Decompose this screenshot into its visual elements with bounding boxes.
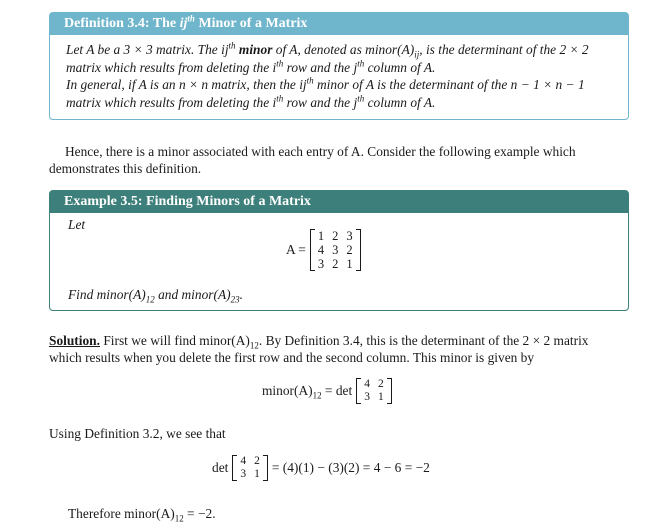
therefore-a: Therefore minor(A) [68,506,175,521]
title-suffix: Minor of a Matrix [194,16,308,31]
definition-body [50,35,628,111]
minor-matrix-2-cell: 3 [240,468,247,480]
find-a: Find minor(A) [68,287,146,302]
def-l3-a: In general, if A is an n × n matrix, then the [66,77,300,92]
def-l1-c: of A, denoted as minor(A) [272,42,415,57]
solution-line-1 [49,332,634,349]
matrix-a-cell: 2 [346,243,353,257]
minor-matrix-2-cell: 4 [240,455,247,467]
find-sub1: 12 [145,294,155,305]
def-l4-th1: th [276,93,284,104]
minor-matrix [356,378,392,404]
matrix-a-grid [315,229,356,271]
def-l2-c: column of A. [364,59,436,75]
matrix-a-cell: 2 [332,229,339,243]
definition-line-3 [66,76,616,94]
example-title: Example 3.5: Finding Minors of a Matrix [50,191,628,213]
minor-matrix-cell: 1 [377,391,384,403]
solution-label: Solution. [49,333,100,348]
eq1-mid: = det [321,383,353,398]
title-prefix: Definition 3.4: The [64,16,180,31]
using-definition-text: Using Definition 3.2, we see that [49,426,226,441]
def-l2-b: row and the [283,59,354,75]
matrix-a-cell: 1 [317,229,325,243]
def-l4-j: j [353,94,358,110]
matrix-a-label: A = [286,242,306,257]
therefore-sub: 12 [174,513,184,524]
intro-line-2: demonstrates this definition. [49,161,202,176]
def-l1-a: Let A be a 3 × 3 matrix. The [66,42,222,57]
matrix-a-cell: 2 [332,257,339,271]
matrix-a-cell: 3 [317,257,325,271]
bracket-right [387,378,392,404]
eq1-lhs-text: minor(A) [262,383,313,398]
eq1-lhs [262,383,352,399]
example-box [49,190,629,311]
minor-matrix-cell: 2 [377,378,384,390]
def-l2-a: matrix which results from deleting the [66,59,273,75]
definition-line-2 [66,59,616,77]
matrix-a-cell: 3 [346,229,353,243]
def-l2-th2: th [357,58,365,69]
def-l1-sub: ij [414,49,420,60]
sol-l1-sub: 12 [249,340,259,351]
def-l4-c: column of A. [364,94,436,110]
def-l3-ij: ij [299,77,307,92]
eq2-det: det [212,460,229,475]
matrix-a-cell: 4 [317,243,325,257]
minor-matrix-2-cell: 1 [254,468,260,480]
minor-matrix-grid [361,378,387,404]
solution-line-2: which results when you delete the first row and the second column. This minor is given by [49,350,535,365]
def-l2-j: j [353,59,358,75]
eq1-sub: 12 [312,390,322,401]
title-th: th [187,13,195,24]
definition-line-4 [66,94,616,112]
find-b: and minor(A) [154,287,231,302]
find-c: . [239,287,243,302]
def-l4-i: i [272,94,277,110]
title-ij: ij [179,16,188,31]
matrix-a-equation [286,229,361,271]
definition-title [50,13,628,35]
def-l4-th2: th [357,93,365,104]
example-let: Let [68,217,86,232]
find-sub2: 23 [230,294,240,305]
def-l4-b: row and the [283,94,354,110]
sol-l1-a: First we will find minor(A) [99,333,250,348]
minor-equation [262,378,392,404]
matrix-a [310,229,361,271]
minor-matrix-2-cell: 2 [254,455,260,467]
intro-line-1: Hence, there is a minor associated with each entry of A. Consider the following example which [65,144,576,159]
matrix-a-cell: 1 [346,257,353,271]
example-find [68,287,243,303]
def-l1-ij: ij [221,42,229,57]
minor-matrix-2-grid [237,455,263,481]
bracket-right [263,455,268,481]
determinant-equation [212,455,430,481]
def-l1-minor: minor [238,42,273,57]
therefore-line [68,505,216,522]
def-l2-i: i [272,59,277,75]
eq2-rhs: = (4)(1) − (3)(2) = 4 − 6 = −2 [271,460,430,475]
def-l2-th1: th [276,58,284,69]
sol-l1-b: . By Definition 3.4, this is the determinant of the 2 × 2 matrix [258,333,589,348]
def-l3-th: th [306,75,314,86]
def-l1-th: th [228,40,236,51]
minor-matrix-cell: 4 [364,378,370,390]
bracket-right [356,229,361,271]
therefore-b: = −2. [183,506,216,521]
def-l1-d: , is the determinant of the 2 × 2 [419,42,589,57]
definition-line-1 [66,41,616,59]
minor-matrix-2 [232,455,268,481]
def-l4-a: matrix which results from deleting the [66,94,273,110]
minor-matrix-cell: 3 [364,391,370,403]
definition-box [49,12,629,120]
def-l3-b: minor of A is the determinant of the n − 1 × n − 1 [313,77,585,92]
matrix-a-cell: 3 [332,243,339,257]
